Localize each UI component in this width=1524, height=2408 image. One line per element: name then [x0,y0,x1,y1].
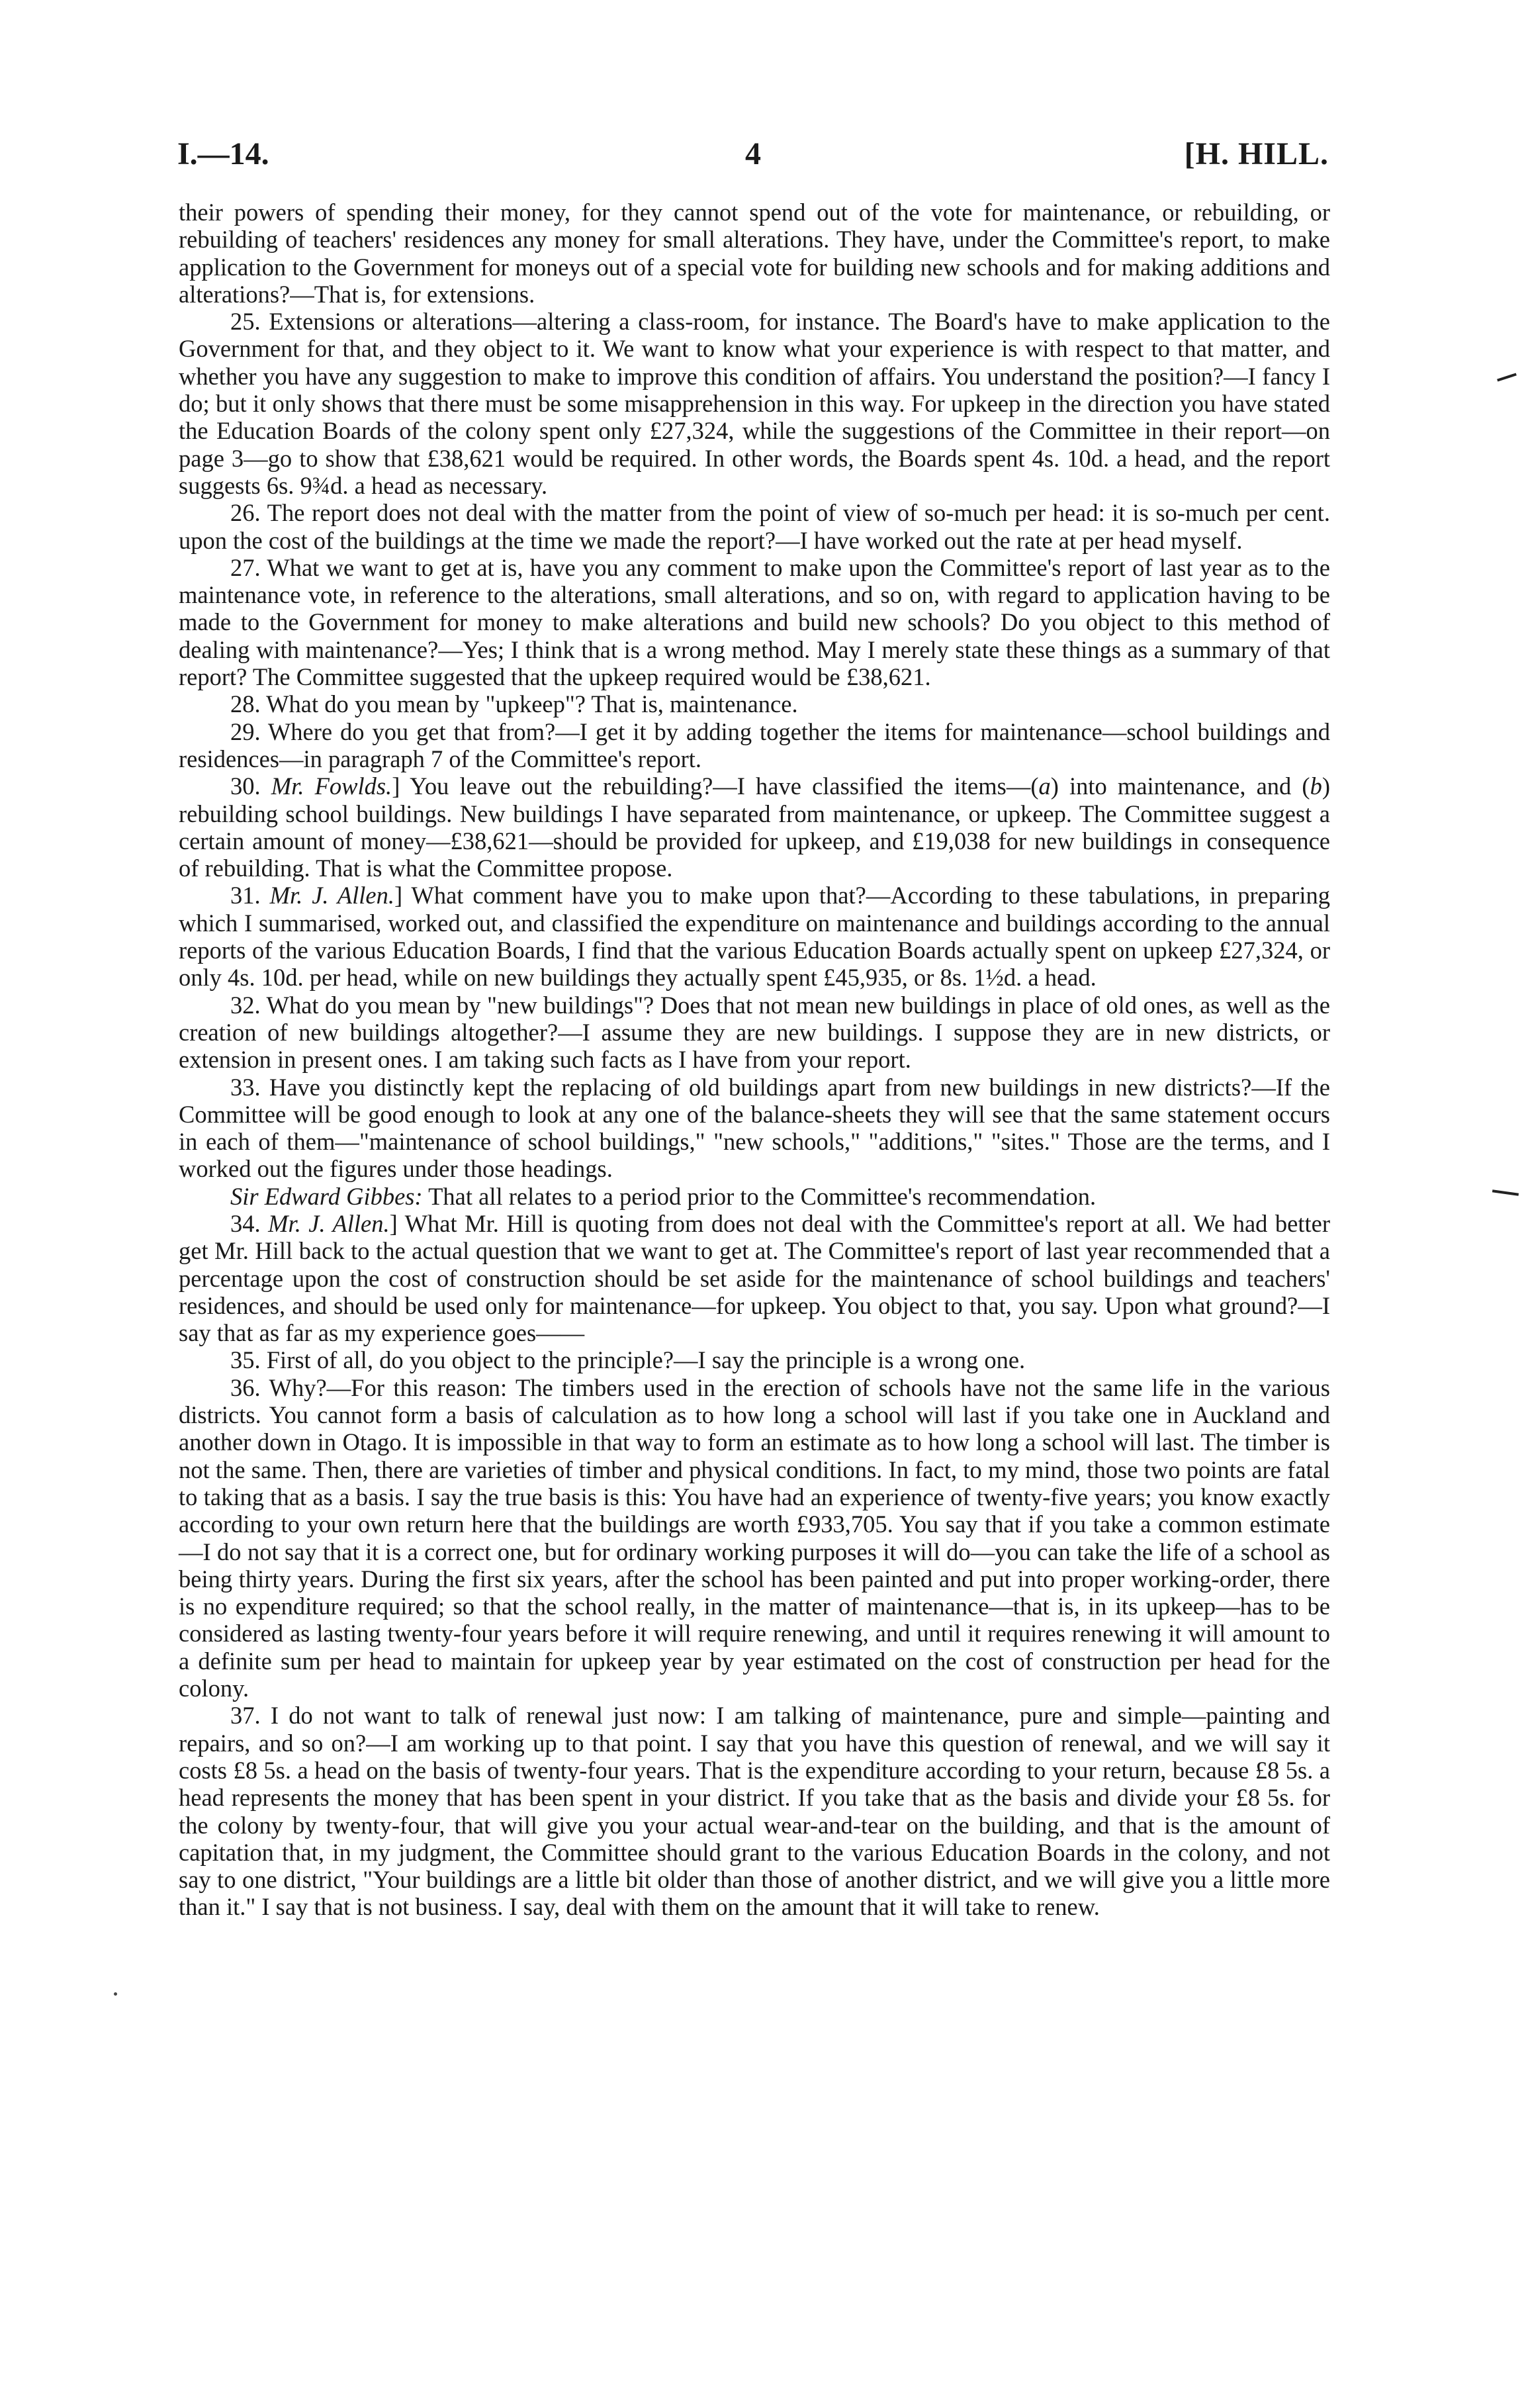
margin-mark [1492,1189,1519,1196]
margin-dot [114,1992,117,1996]
text-run: 37. I do not want to talk of renewal just now: I am talking of maintenance, pure and simple—painting and repairs, and so on?—I am working up to that point. I say that you have this question of renewal, and we will say it costs £8 5s. a head on the basis of twenty-four years. That is the expenditure according to your return, because £8 5s. a head represents the money that has been spent in your district. If you take that as the basis and divide your £8 5s. for the colony by twenty-four, that will give you your actual wear-and-tear on the building, and that is the amount of capitation that, in my judgment, the Committee should grant to the various Education Boards in the colony, and not say to one district, "Your buildings are a little bit older than those of another district, and we will give you a little more than it." I say that is not business. I say, deal with them on the amount that it will take to renew. [179,1702,1330,1921]
text-run: ] What comment have you to make upon that?—According to these tabulations, in preparing which I summarised, worked out, and classified the expenditure on maintenance and buildings according to the annual reports of the various Education Boards, I find that the various Education Boards actually spent on upkeep £27,324, or only 4s. 10d. per head, while on new buildings they actually spent £45,935, or 8s. 1½d. a head. [179,882,1330,992]
text-run: ) rebuilding school buildings. New buildings I have separated from maintenance, or upkeep. The Committee suggest a certain amount of money—£38,621—should be provided for upkeep, and £19,038 for new buildings in consequence of rebuilding. That is what the Committee propose. [179,772,1330,882]
witness-name: [H. HILL. [1184,136,1329,171]
paragraph [179,1074,1330,1183]
text-run: 28. What do you mean by "upkeep"? That is, maintenance. [230,690,798,718]
paragraph [179,499,1330,554]
text-run: ) into maintenance, and ( [1050,772,1310,800]
text-run: ] You leave out the rebuilding?—I have classified the items—( [392,772,1039,800]
paper-reference: I.—14. [177,136,269,171]
margin-mark [1497,373,1517,381]
text-run: their powers of spending their money, for they cannot spend out of the vote for maintenance, or rebuilding, or rebuilding of teachers' residences any money for small alterations. They have, under the Committee's report, to make application to the Government for moneys out of a special vote for building new schools and for making additions and alterations?—That is, for extensions. [179,199,1330,308]
text-run: 33. Have you distinctly kept the replacing of old buildings apart from new buildings in new districts?—If the Committee will be good enough to look at any one of the balance-sheets they will see that the same statement occurs in each of them—"maintenance of school buildings," "new schools," "additions," "sites." Those are the terms, and I worked out the figures under those headings. [179,1073,1330,1183]
paragraph [179,1183,1330,1210]
paragraph [179,199,1330,308]
text-run: 32. What do you mean by "new buildings"? Does that not mean new buildings in place of old ones, as well as the creation of new buildings altogether?—I assume they are new buildings. I suppose they are in new districts, or extension in present ones. I am taking such facts as I have from your report. [179,991,1330,1074]
paragraph [179,690,1330,718]
paragraph [179,1374,1330,1702]
paragraph [179,1702,1330,1920]
italic-text: Mr. J. Allen. [269,882,394,909]
paragraph [179,1346,1330,1373]
text-run: 25. Extensions or alterations—altering a class-room, for instance. The Board's have to make application to the Government for that, and they object to it. We want to know what your experience is with respect to that matter, and whether you have any suggestion to make to improve this condition of affairs. You understand the position?—I fancy I do; but it only shows that there must be some misapprehension in this way. For upkeep in the direction you have stated the Education Boards of the colony spent only £27,324, while the suggestions of the Committee in their report—on page 3—go to show that £38,621 would be required. In other words, the Boards spent 4s. 10d. a head, and the report suggests 6s. 9¾d. a head as necessary. [179,308,1330,499]
text-run: That all relates to a period prior to the Committee's recommendation. [422,1182,1097,1210]
page-header [177,136,1329,182]
text-run: 27. What we want to get at is, have you any comment to make upon the Committee's report of last year as to the maintenance vote, in reference to the alterations, small alterations, and so on, with regard to application having to be made to the Government for money to make alterations and build new schools? Do you object to this method of dealing with maintenance?—Yes; I think that is a wrong method. May I merely state these things as a summary of that report? The Committee suggested that the upkeep required would be £38,621. [179,553,1330,691]
text-run: 36. Why?—For this reason: The timbers used in the erection of schools have not the same life in the various districts. You cannot form a basis of calculation as to how long a school will last if you take one in Auckland and another down in Otago. It is impossible in that way to form an estimate as to how long a school will last. The timber is not the same. Then, there are varieties of timber and physical conditions. In fact, to my mind, those two points are fatal to taking that as a basis. I say the true basis is this: You have had an experience of twenty-five years; you know exactly according to your own return here that the buildings are worth £933,705. You say that if you take a common estimate—I do not say that it is a correct one, but for ordinary working purposes it will do—you can take the life of a school as being thirty years. During the first six years, after the school has been painted and put into proper working-order, there is no expenditure required; so that the school really, in the matter of maintenance—that is, in its upkeep—has to be considered as lasting twenty-four years before it will require renewing, and until it requires renewing it will amount to a definite sum per head to maintain for upkeep year by year estimated on the cost of construction per head for the colony. [179,1373,1330,1702]
paragraph [179,882,1330,991]
text-run: 34. [230,1209,269,1237]
page-number: 4 [745,136,761,171]
paragraph [179,772,1330,882]
text-run: 30. [230,772,271,800]
paragraph [179,554,1330,690]
paragraph [179,1210,1330,1346]
text-run: 26. The report does not deal with the matter from the point of view of so-much per head: it is so-much per cent. upon the cost of the buildings at the time we made the report?—I have worked out the rate at per head myself. [179,499,1330,554]
paragraph [179,992,1330,1074]
document-body [179,199,1330,1921]
italic-text: Sir Edward Gibbes: [230,1182,423,1210]
paragraph [179,718,1330,773]
text-run: 31. [230,882,270,909]
italic-text: b [1310,772,1322,800]
text-run: 35. First of all, do you object to the principle?—I say the principle is a wrong one. [230,1346,1026,1374]
text-run: 29. Where do you get that from?—I get it by adding together the items for maintenance—school buildings and residences—in paragraph 7 of the Committee's report. [179,718,1330,772]
italic-text: Mr. J. Allen. [268,1209,390,1237]
text-run: ] What Mr. Hill is quoting from does not deal with the Committee's report at all. We had better get Mr. Hill back to the actual question that we want to get at. The Committee's report of last year recommended that a percentage upon the cost of construction should be set aside for the maintenance of school buildings and teachers' residences, and should be used only for maintenance—for upkeep. You object to that, you say. Upon what ground?—I say that as far as my experience goes—— [179,1209,1331,1347]
paragraph [179,308,1330,499]
italic-text: a [1038,772,1051,800]
italic-text: Mr. Fowlds. [271,772,392,800]
